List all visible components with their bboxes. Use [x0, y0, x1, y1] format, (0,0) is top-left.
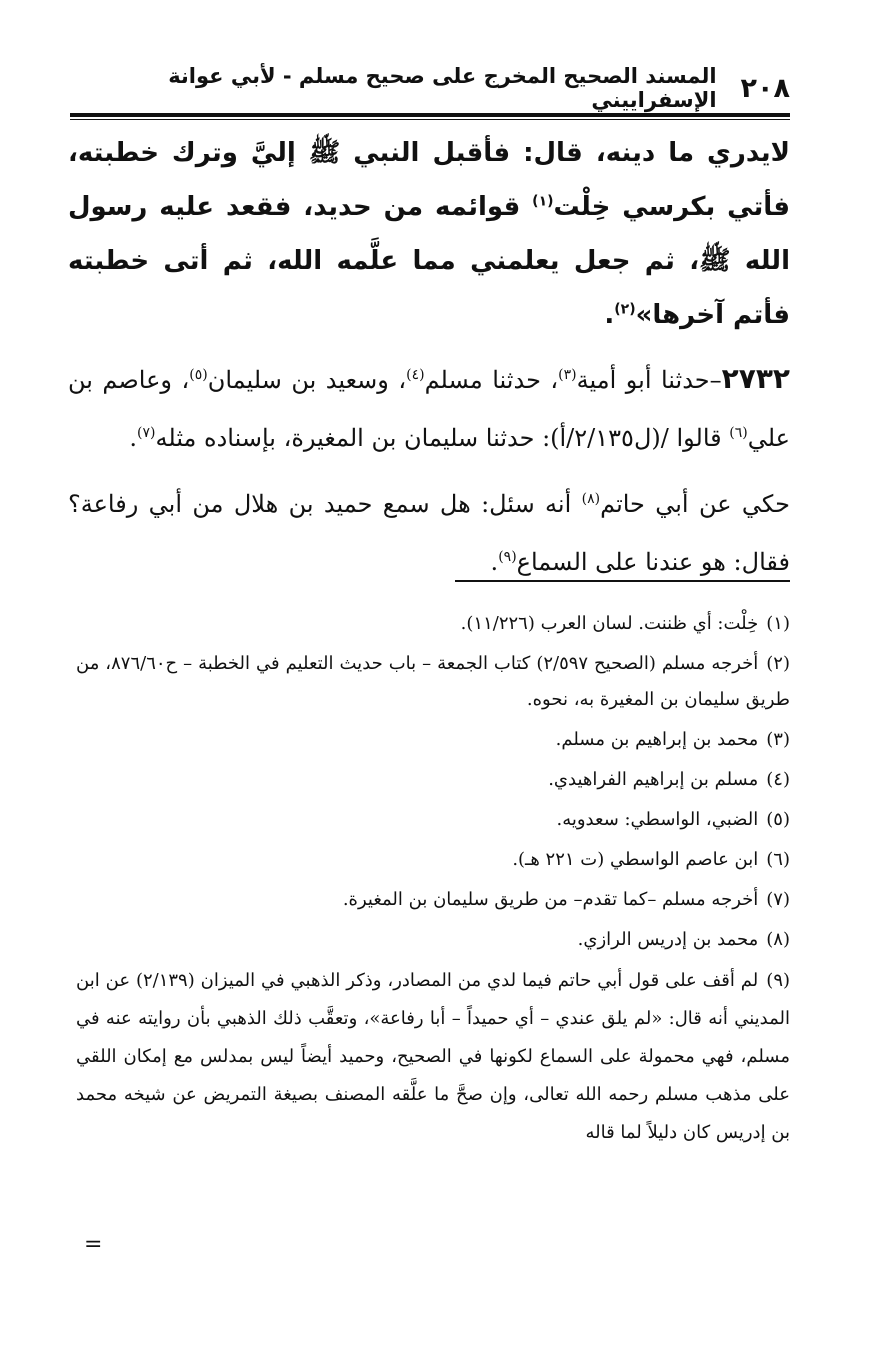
running-title: المسند الصحيح المخرج على صحيح مسلم - لأبي عوانة الإسفراييني — [168, 64, 717, 112]
hadith-text-part: قالوا /(ل٢/١٣٥/أ): حدثنا سليمان بن المغيرة، بإسناده مثله — [155, 424, 730, 452]
footnote-ref-3: (٣) — [558, 367, 577, 383]
hadith-text-part: . — [129, 424, 138, 452]
footnote-text: محمد بن إدريس الرازي. — [577, 929, 759, 950]
hadith-text-part: ، وعاصم بن علي — [68, 366, 790, 452]
header-rule-thin — [70, 119, 790, 120]
footnote-label: (٦) — [766, 849, 790, 870]
footnote-label: (٥) — [766, 809, 790, 830]
footnote-ref-8: (٨) — [581, 491, 601, 507]
note-paragraph — [68, 475, 790, 591]
hadith-text-part: ، حدثنا مسلم — [424, 366, 559, 394]
footnote-item — [76, 922, 790, 958]
bold-text-part: قوائمه من حديد، فقعد عليه رسول الله ﷺ، ثم جعل يعلمني مما علَّمه الله، ثم أتى خطبته فأتم آخرها» — [68, 192, 790, 330]
footnote-ref-9: (٩) — [498, 549, 517, 565]
footnote-text: مسلم بن إبراهيم الفراهيدي. — [548, 769, 759, 790]
hadith-text-part: ، وسعيد بن سليمان — [207, 366, 407, 394]
footnote-ref-7: (٧) — [137, 425, 156, 441]
footnote-text: الضبي، الواسطي: سعدويه. — [556, 809, 759, 830]
footnote-text: خِلْت: أي ظننت. لسان العرب (١١/٢٢٦). — [460, 613, 759, 634]
hadith-text-part: –حدثنا أبو أمية — [576, 366, 722, 394]
footnote-label: (٩) — [766, 970, 791, 991]
bold-paragraph — [68, 126, 790, 342]
footnote-text: لم أقف على قول أبي حاتم فيما لدي من المصادر، وذكر الذهبي في الميزان (٢/١٣٩) عن ابن المديني أنه قال: «لم يلق عندي – أي حميداً – أبا رفاعة»، وتعقَّب ذلك الذهبي بأن روايته عنه في مسلم، فهي محمولة على السماع لكونها في الصحيح، وحميد أيضاً ليس بمدلس مع إمكان اللقي على مذهب مسلم رحمه الله تعالى، وإن صحَّ ما علَّقه المصنف بصيغة التمريض عن شيخه محمد بن إدريس كان دليلاً لما قاله — [76, 970, 790, 1143]
footnote-item — [76, 962, 790, 1152]
hadith-paragraph — [68, 350, 790, 467]
page-header — [70, 64, 790, 112]
bold-text-part: لايدري ما دينه، قال: فأقبل النبي ﷺ إليَّ وترك خطبته، فأتي بكرسي خِلْت — [68, 138, 790, 222]
footnote-label: (٨) — [766, 929, 790, 950]
footnote-ref-5: (٥) — [189, 367, 208, 383]
note-text-part: أنه سئل: هل سمع حميد بن هلال من أبي رفاعة؟ فقال: هو عندنا على السماع — [68, 490, 790, 576]
continuation-mark: = — [84, 1232, 103, 1257]
page-number: ٢٠٨ — [740, 72, 790, 104]
footnote-item — [76, 842, 790, 878]
main-text — [68, 126, 790, 591]
footnotes-section — [76, 606, 790, 1156]
footnote-item — [76, 722, 790, 758]
footnote-text: ابن عاصم الواسطي (ت ٢٢١ هـ). — [512, 849, 759, 870]
note-text-part: حكي عن أبي حاتم — [600, 490, 790, 518]
footnote-label: (٤) — [766, 769, 790, 790]
footnote-item — [76, 646, 790, 718]
footnote-item — [76, 606, 790, 642]
footnote-text: أخرجه مسلم –كما تقدم– من طريق سليمان بن المغيرة. — [342, 889, 759, 910]
footnote-text: أخرجه مسلم (الصحيح ٢/٥٩٧) كتاب الجمعة – باب حديث التعليم في الخطبة – ح٨٧٦/٦٠، من طريق سليمان بن المغيرة به، نحوه. — [76, 653, 790, 710]
hadith-number: ٢٧٣٢ — [721, 362, 791, 395]
footnote-separator — [455, 580, 790, 582]
footnote-label: (٧) — [766, 889, 790, 910]
footnote-item — [76, 762, 790, 798]
footnote-label: (١) — [766, 613, 790, 634]
footnote-item — [76, 882, 790, 918]
footnote-item — [76, 802, 790, 838]
footnote-ref-4: (٤) — [406, 367, 425, 383]
note-text-part: . — [490, 548, 499, 576]
footnote-ref-1: (١) — [532, 193, 554, 210]
header-rule-thick — [70, 113, 790, 117]
footnote-ref-2: (٢) — [614, 301, 636, 318]
footnote-ref-6: (٦) — [729, 425, 748, 441]
footnote-text: محمد بن إبراهيم بن مسلم. — [555, 729, 759, 750]
footnote-label: (٢) — [766, 653, 790, 674]
footnote-label: (٣) — [766, 729, 790, 750]
bold-text-part: . — [604, 300, 615, 330]
